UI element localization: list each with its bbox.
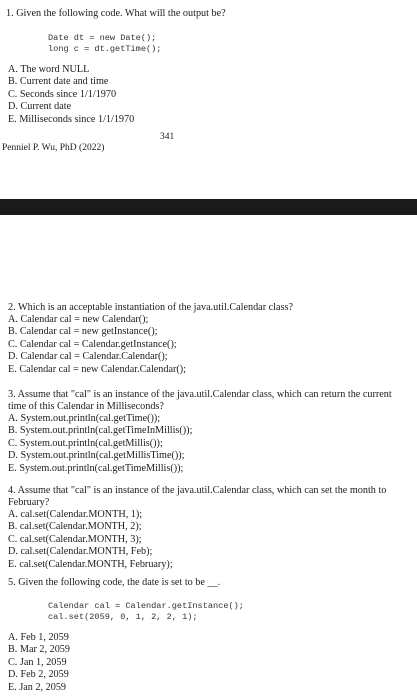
page-divider bbox=[0, 199, 417, 215]
q1-option-e: E. Milliseconds since 1/1/1970 bbox=[8, 113, 135, 125]
q3-option-a: A. System.out.println(cal.getTime()); bbox=[8, 413, 161, 424]
q2-option-b: B. Calendar cal = new getInstance(); bbox=[8, 326, 158, 338]
q3-option-d: D. System.out.println(cal.getMillisTime()); bbox=[8, 450, 185, 462]
q2-option-c: C. Calendar cal = Calendar.getInstance(); bbox=[8, 338, 177, 350]
q1-option-d: D. Current date bbox=[8, 101, 72, 113]
q5-option-a: A. Feb 1, 2059 bbox=[8, 632, 69, 643]
q5-option-b: B. Mar 2, 2059 bbox=[8, 644, 70, 656]
q1-option-b: B. Current date and time bbox=[8, 76, 109, 88]
q5-question: 5. Given the following code, the date is set to be __. bbox=[8, 577, 221, 588]
q1-options bbox=[8, 64, 134, 126]
q5-option-d: D. Feb 2, 2059 bbox=[8, 669, 69, 681]
q5-options bbox=[8, 632, 70, 694]
q2-option-a: A. Calendar cal = new Calendar(); bbox=[8, 314, 149, 325]
q3-options bbox=[8, 413, 192, 475]
q3-question-line-2: time of this Calendar in Milliseconds? bbox=[8, 401, 164, 412]
q2-options bbox=[8, 314, 186, 376]
q5-code-line-2: cal.set(2059, 0, 1, 2, 2, 1); bbox=[48, 612, 198, 622]
q3-option-b: B. System.out.println(cal.getTimeInMillis()); bbox=[8, 425, 193, 437]
q5-code-line-1: Calendar cal = Calendar.getInstance(); bbox=[48, 601, 244, 611]
q5-option-e: E. Jan 2, 2059 bbox=[8, 681, 67, 693]
page-number: 341 bbox=[160, 132, 175, 142]
q2-question: 2. Which is an acceptable instantiation of the java.util.Calendar class? bbox=[8, 302, 293, 313]
q4-option-b: B. cal.set(Calendar.MONTH, 2); bbox=[8, 521, 142, 533]
q1-question: 1. Given the following code. What will the output be? bbox=[6, 8, 226, 19]
q2-option-e: E. Calendar cal = new Calendar.Calendar(); bbox=[8, 363, 187, 375]
author-footer: Penniel P. Wu, PhD (2022) bbox=[2, 143, 105, 153]
q4-options bbox=[8, 509, 173, 571]
q1-code-line-1: Date dt = new Date(); bbox=[48, 33, 157, 43]
q1-option-c: C. Seconds since 1/1/1970 bbox=[8, 88, 117, 100]
q2-option-d: D. Calendar cal = Calendar.Calendar(); bbox=[8, 351, 168, 363]
q4-option-a: A. cal.set(Calendar.MONTH, 1); bbox=[8, 509, 143, 520]
q4-option-e: E. cal.set(Calendar.MONTH, February); bbox=[8, 558, 173, 570]
q3-question-line-1: 3. Assume that "cal" is an instance of the java.util.Calendar class, which can return the current bbox=[8, 389, 392, 400]
q1-option-a: A. The word NULL bbox=[8, 64, 90, 75]
q4-question-line-1: 4. Assume that "cal" is an instance of the java.util.Calendar class, which can set the month to bbox=[8, 485, 387, 496]
q4-option-d: D. cal.set(Calendar.MONTH, Feb); bbox=[8, 546, 153, 558]
q4-question-line-2: February? bbox=[8, 497, 50, 508]
q1-code-line-2: long c = dt.getTime(); bbox=[48, 44, 162, 54]
q4-option-c: C. cal.set(Calendar.MONTH, 3); bbox=[8, 533, 142, 545]
q3-option-e: E. System.out.println(cal.getTimeMillis()); bbox=[8, 462, 184, 474]
q3-option-c: C. System.out.println(cal.getMillis()); bbox=[8, 437, 163, 449]
q5-option-c: C. Jan 1, 2059 bbox=[8, 656, 67, 668]
